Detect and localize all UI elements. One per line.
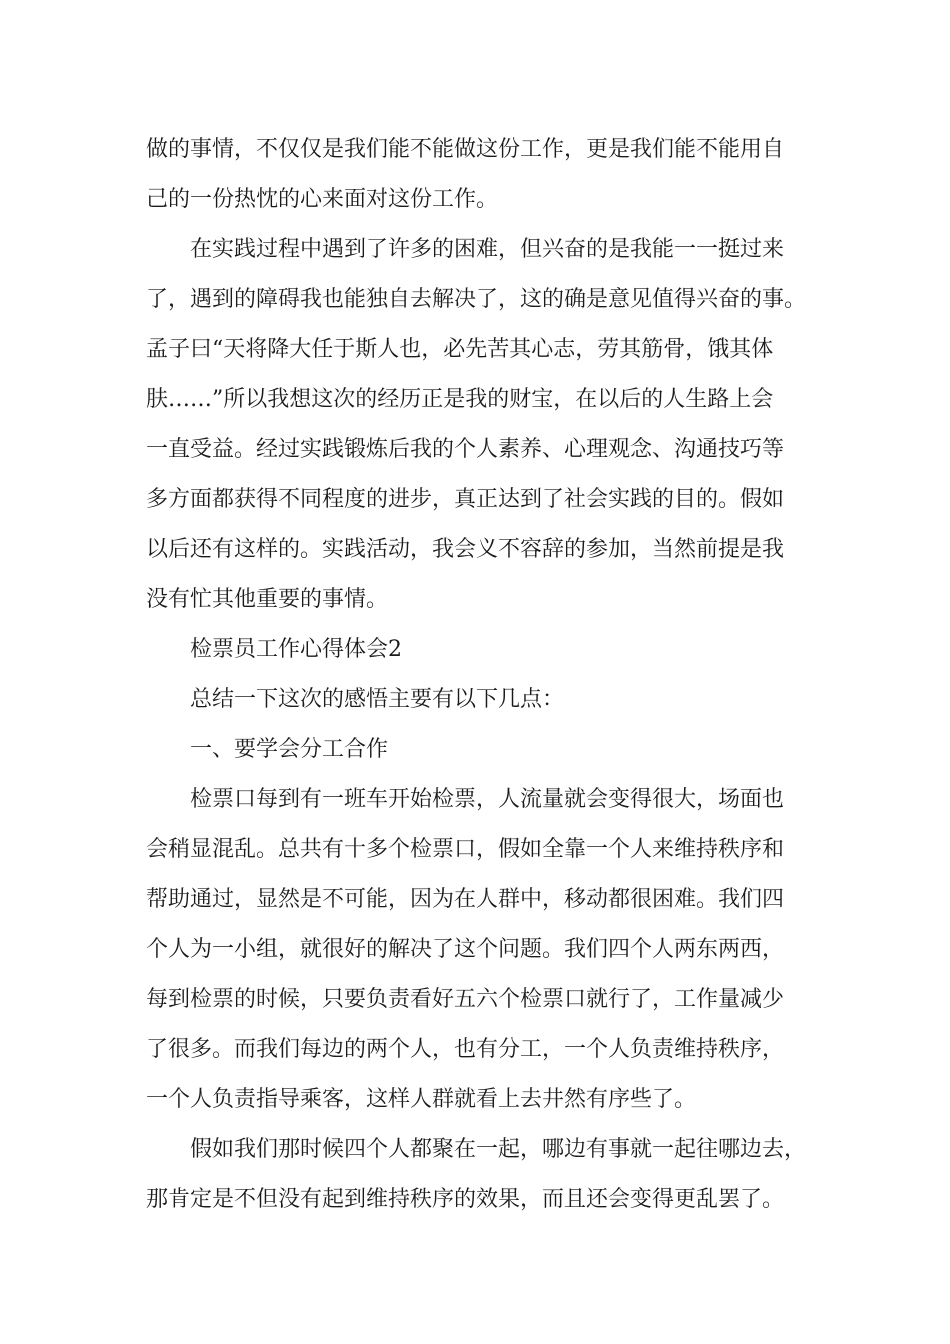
text-line: 在实践过程中遇到了许多的困难，但兴奋的是我能一一挺过来 xyxy=(190,237,785,262)
document-body xyxy=(146,125,826,1225)
text-line: 了，遇到的障碍我也能独自去解决了，这的确是意见值得兴奋的事。 xyxy=(146,287,807,312)
text-line: 以后还有这样的。实践活动，我会义不容辞的参加，当然前提是我 xyxy=(146,537,785,562)
text-line: 肤……”所以我想这次的经历正是我的财宝，在以后的人生路上会 xyxy=(146,387,774,412)
text-line: 那肯定是不但没有起到维持秩序的效果，而且还会变得更乱罢了。 xyxy=(146,1187,785,1212)
text-line: 每到检票的时候，只要负责看好五六个检票口就行了，工作量减少 xyxy=(146,987,785,1012)
text-line: 孟子曰“天将降大任于斯人也，必先苦其心志，劳其筋骨，饿其体 xyxy=(146,337,774,362)
text-line: 会稍显混乱。总共有十多个检票口，假如全靠一个人来维持秩序和 xyxy=(146,837,785,862)
text-line: 个人为一小组，就很好的解决了这个问题。我们四个人两东两西， xyxy=(146,937,785,962)
text-line: 一、要学会分工合作 xyxy=(190,737,389,762)
text-line: 检票口每到有一班车开始检票，人流量就会变得很大，场面也 xyxy=(190,787,785,812)
text-line: 多方面都获得不同程度的进步，真正达到了社会实践的目的。假如 xyxy=(146,487,785,512)
text-line: 帮助通过，显然是不可能，因为在人群中，移动都很困难。我们四 xyxy=(146,887,785,912)
text-line: 检票员工作心得体会2 xyxy=(190,637,402,662)
text-line: 一个人负责指导乘客，这样人群就看上去井然有序些了。 xyxy=(146,1087,697,1112)
text-line: 总结一下这次的感悟主要有以下几点： xyxy=(190,687,565,712)
text-line: 了很多。而我们每边的两个人，也有分工，一个人负责维持秩序， xyxy=(146,1037,785,1062)
text-line: 没有忙其他重要的事情。 xyxy=(146,587,389,612)
text-line: 做的事情，不仅仅是我们能不能做这份工作，更是我们能不能用自 xyxy=(146,137,785,162)
text-line: 己的一份热忱的心来面对这份工作。 xyxy=(146,187,499,212)
text-line: 假如我们那时候四个人都聚在一起，哪边有事就一起往哪边去， xyxy=(190,1137,807,1162)
text-line: 一直受益。经过实践锻炼后我的个人素养、心理观念、沟通技巧等 xyxy=(146,437,785,462)
